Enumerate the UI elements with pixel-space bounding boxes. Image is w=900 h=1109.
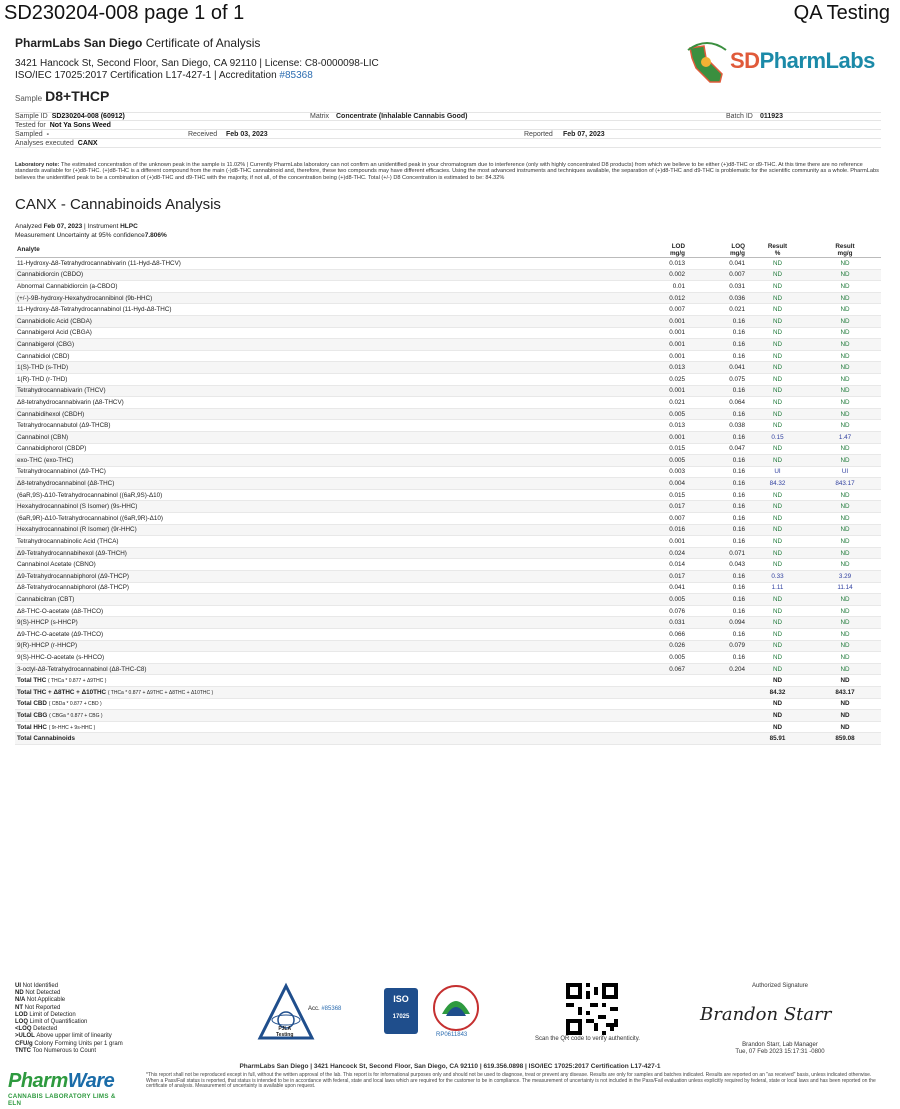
table-cell: ND <box>840 596 850 604</box>
table-cell: Δ8-THC-O-acetate (Δ8-THCO) <box>17 607 104 615</box>
legend-item: UI Not Identified <box>15 983 59 989</box>
table-cell: ND <box>840 561 850 569</box>
total-label: Total CBD ( CBDa * 0.877 + CBD ) <box>17 700 102 708</box>
lab-name: PharmLabs San Diego <box>15 36 143 50</box>
tested-for: Not Ya Sons Weed <box>49 121 111 129</box>
table-cell: ND <box>840 491 850 499</box>
table-cell: ND <box>840 653 850 661</box>
legend-item: LOQ Limit of Quantification <box>15 1019 88 1026</box>
table-cell: 0.005 <box>669 596 685 604</box>
table-cell: 0.005 <box>669 456 685 464</box>
table-cell: 0.16 <box>732 340 745 348</box>
table-cell: ND <box>772 352 783 360</box>
table-cell: 1(R)-THD (r-THD) <box>17 375 68 383</box>
table-cell: ND <box>772 723 783 731</box>
table-row <box>15 571 881 583</box>
table-cell: 859.08 <box>835 735 855 743</box>
pjla-badge: Acc. #85368 PJLA Testing <box>256 982 346 1042</box>
table-cell: ND <box>772 619 783 627</box>
table-cell: ND <box>840 538 850 546</box>
sample-id: SD230204-008 (60912) <box>51 113 125 120</box>
table-cell: 843.17 <box>835 480 855 488</box>
table-row <box>15 386 881 398</box>
table-cell: ND <box>840 352 850 360</box>
table-cell: 0.067 <box>669 665 685 673</box>
table-cell: 0.001 <box>669 340 685 348</box>
total-label: Total THC ( THCa * 0.877 + Δ9THC ) <box>17 677 107 685</box>
rp-code: RP0611843 <box>436 1032 468 1038</box>
batch-id: 011923 <box>760 113 783 120</box>
table-cell: 9(R)-HHCP (r-HHCP) <box>17 642 78 650</box>
table-cell: ND <box>772 503 783 511</box>
table-cell: Δ8-Tetrahydrocannabiphorol (Δ8-THCP) <box>17 584 130 592</box>
table-cell: 0.064 <box>729 398 745 406</box>
legend-item: <LOQ Detected <box>15 1026 58 1033</box>
authorized-signature-label: Authorized Signature <box>751 983 809 989</box>
legend <box>15 983 123 1055</box>
qr-code[interactable] <box>566 983 618 1035</box>
table-cell: ND <box>772 340 783 348</box>
table-cell: Cannabidiol (CBD) <box>17 352 70 360</box>
sdpharmlabs-logo <box>684 38 884 86</box>
table-cell: ND <box>840 665 850 673</box>
table-cell: 0.079 <box>729 642 745 650</box>
table-row <box>15 501 881 513</box>
table-cell: UI <box>841 468 849 476</box>
table-cell: ND <box>772 607 783 615</box>
table-cell: ND <box>840 271 850 279</box>
table-cell: 3.29 <box>838 572 852 580</box>
table-cell: 0.16 <box>732 514 745 522</box>
sample-info: Sample ID SD230204-008 (60912) Matrix Concentrate (Inhalable Cannabis Good) Batch ID 011923 Tested for Not Ya Sons Weed Sampled - Received Feb 03, 2023 Reported Feb 07, 2023 Analyses executed CANX <box>15 112 881 148</box>
table-cell: 843.17 <box>835 688 855 696</box>
table-row <box>15 664 881 676</box>
table-cell: 0.021 <box>729 306 745 314</box>
legend-item: >ULOL Above upper limit of linearity <box>15 1033 112 1040</box>
table-cell: ND <box>772 398 783 406</box>
table-cell: ND <box>840 456 850 464</box>
table-cell: exo-THC (exo-THC) <box>17 456 74 464</box>
table-cell: 0.005 <box>669 653 685 661</box>
table-cell: ND <box>772 410 783 418</box>
table-cell: ND <box>840 294 850 302</box>
table-cell: ND <box>772 282 783 290</box>
table-cell: Abnormal Cannabidiorcin (a-CBDO) <box>17 282 118 290</box>
table-cell: 0.16 <box>732 456 745 464</box>
table-cell: 3-octyl-Δ8-Tetrahydrocannabinol (Δ8-THC-C8) <box>17 665 147 673</box>
table-cell: ND <box>840 723 850 731</box>
pharmware-logo: PharmWare CANNABIS LABORATORY LIMS & ELN <box>8 1070 116 1107</box>
table-cell: 0.16 <box>732 572 745 580</box>
legend-item: TNTC Too Numerous to Count <box>15 1047 97 1054</box>
signature-script: Brandon Starr <box>700 1004 832 1025</box>
cannabinoids-table <box>15 242 881 745</box>
table-cell: 0.041 <box>669 584 685 592</box>
total-row <box>15 675 881 687</box>
table-cell: ND <box>840 317 850 325</box>
table-row <box>15 652 881 664</box>
table-cell: ND <box>840 503 850 511</box>
table-cell: 0.15 <box>771 433 784 441</box>
table-cell: ND <box>840 329 850 337</box>
section-title: CANX - Cannabinoids Analysis <box>15 196 221 213</box>
table-cell: 1.47 <box>838 433 852 441</box>
iso-line: ISO/IEC 17025:2017 Certification L17-427-1 | Accreditation #85368 <box>15 70 313 81</box>
table-cell: 1.11 <box>771 584 784 592</box>
table-cell: ND <box>840 630 850 638</box>
table-cell: ND <box>840 445 850 453</box>
legend-item: CFU/g Colony Forming Units per 1 gram <box>15 1040 123 1047</box>
table-cell: 0.001 <box>669 329 685 337</box>
table-cell: ND <box>840 607 850 615</box>
table-cell: Tetrahydrocannabinol (Δ9-THC) <box>17 468 106 476</box>
table-cell: ND <box>840 375 850 383</box>
table-cell: Cannabicitran (CBT) <box>17 596 75 604</box>
footer-disclaimer: *This report shall not be reproduced except in full, without the written approval of the lab. This report is for informational purposes only and should not be used to diagnose, treat or prevent any disease. Results are only for samples and batches indicated. Results are reported on an "as received" basis, unless indicated otherwise. When a Pass/Fail status is reported, that status is intended to be in accordance with federal, state and local laws which are required for the customer to be in compliance. The measurement of uncertainty is not included in the Pass/Fail evaluation unless explicitly required by federal, state or local laws and has been reported on the certificate of analysis. Measurement of uncertainty is available upon request. <box>146 1072 876 1090</box>
table-cell: 0.007 <box>669 514 685 522</box>
table-cell: ND <box>840 619 850 627</box>
table-row <box>15 467 881 479</box>
laboratory-note: Laboratory note: The estimated concentration of the unknown peak in the sample is 11.02% | Currently PharmLabs laboratory can not confirm an unidentified peak in your chromatogram due to interference (only with highly concentrated D8 products) from which we believe to be either (+)d8-THC or d9-THC. At this time there are no reference standards available for (+)d8-THC. (+)d8-THC is a different compound from the main (-)d8-THC cannabinoid and, therefore, these two compounds may have different efficacies. Using the most advanced instruments and techniques available, the separation of (+)d8-THC and d9-THC is problematic for the scientific community as a whole. PharmLabs believes the unidentified peak to be a combination of (+)d8-THC and d9-THC with the majority, if not all, of the concentration being (+)d8-THC. Total (+/-) D8 Concentration is estimated to be: 84.32% <box>15 162 879 181</box>
table-row <box>15 617 881 629</box>
table-cell: 0.16 <box>732 526 745 534</box>
table-cell: 0.16 <box>732 410 745 418</box>
table-cell: 84.32 <box>769 480 786 488</box>
total-row <box>15 687 881 699</box>
lab-address <box>15 58 379 82</box>
table-cell: 0.094 <box>729 619 745 627</box>
table-row <box>15 536 881 548</box>
table-cell: 0.013 <box>669 422 685 430</box>
table-row <box>15 293 881 305</box>
legend-item: LOD Limit of Detection <box>15 1011 76 1018</box>
table-cell: 0.001 <box>669 433 685 441</box>
table-row <box>15 490 881 502</box>
table-cell: 0.017 <box>669 503 685 511</box>
table-cell: ND <box>772 422 783 430</box>
legend-item: ND Not Detected <box>15 990 61 997</box>
rp-seal-icon <box>432 984 480 1034</box>
table-row <box>15 351 881 363</box>
table-cell: 0.012 <box>669 294 685 302</box>
table-cell: 0.16 <box>732 503 745 511</box>
total-row <box>15 699 881 711</box>
table-cell: 0.005 <box>669 410 685 418</box>
legend-item: NT Not Reported <box>15 1004 61 1011</box>
table-row <box>15 641 881 653</box>
table-row <box>15 432 881 444</box>
table-cell: ND <box>840 306 850 314</box>
table-cell: 0.002 <box>669 271 685 279</box>
table-header: Analyte LOD mg/g LOQ mg/g Result % Result mg/g <box>15 242 881 258</box>
table-cell: ND <box>840 514 850 522</box>
table-cell: ND <box>840 410 850 418</box>
total-label: Total HHC ( 9r-HHC + 9s-HHC ) <box>17 723 96 731</box>
table-cell: ND <box>772 306 783 314</box>
table-cell: 0.066 <box>669 630 685 638</box>
table-cell: 0.01 <box>672 282 685 290</box>
table-row <box>15 513 881 525</box>
table-cell: 0.16 <box>732 584 745 592</box>
table-cell: ND <box>772 526 783 534</box>
table-cell: ND <box>772 514 783 522</box>
table-cell: Hexahydrocannabinol (S Isomer) (9s-HHC) <box>17 503 138 511</box>
footer-address: PharmLabs San Diego | 3421 Hancock St, Second Floor, San Diego, CA 92110 | 619.356.0898 | ISO/IEC 17025:2017 Certification L17-427-1 <box>239 1063 661 1070</box>
table-cell: 0.013 <box>669 259 685 267</box>
table-cell: ND <box>840 282 850 290</box>
table-cell: 0.16 <box>732 491 745 499</box>
table-cell: ND <box>772 387 783 395</box>
table-cell: 0.015 <box>669 491 685 499</box>
table-cell: 0.075 <box>729 375 745 383</box>
table-cell: ND <box>772 445 783 453</box>
table-cell: 0.041 <box>729 259 745 267</box>
table-row <box>15 548 881 560</box>
table-cell: 11.14 <box>837 584 853 592</box>
table-cell: 0.001 <box>669 317 685 325</box>
document-id: SD230204-008 page 1 of 1 <box>4 2 245 24</box>
table-row <box>15 606 881 618</box>
total-label: Total CBG ( CBGa * 0.877 + CBG ) <box>17 711 103 719</box>
table-cell: 0.013 <box>669 364 685 372</box>
table-cell: 9(S)-HHC-O-acetate (s-HHCO) <box>17 653 105 661</box>
table-cell: Cannabidiphorol (CBDP) <box>17 445 87 453</box>
table-cell: 0.16 <box>732 387 745 395</box>
california-map-icon <box>684 38 730 86</box>
table-cell: ND <box>840 364 850 372</box>
table-cell: ND <box>772 700 783 708</box>
received-date: Feb 03, 2023 <box>226 130 268 138</box>
table-row <box>15 525 881 537</box>
table-cell: 0.004 <box>669 480 685 488</box>
table-cell: 0.015 <box>669 445 685 453</box>
table-cell: 0.16 <box>732 433 745 441</box>
table-cell: ND <box>840 549 850 557</box>
table-cell: 0.026 <box>669 642 685 650</box>
table-cell: 0.024 <box>669 549 685 557</box>
table-cell: Δ8-tetrahydrocannabinol (Δ8-THC) <box>17 480 115 488</box>
coa-label: Certificate of Analysis <box>145 36 261 50</box>
table-row <box>15 270 881 282</box>
table-row <box>15 629 881 641</box>
table-cell: Δ9-Tetrahydrocannabihexol (Δ9-THCH) <box>17 549 127 557</box>
table-cell: 0.041 <box>729 364 745 372</box>
table-cell: ND <box>772 456 783 464</box>
table-cell: Cannabinol Acetate (CBNO) <box>17 561 96 569</box>
instrument: HLPC <box>120 223 138 230</box>
table-cell: 0.001 <box>669 387 685 395</box>
table-cell: 0.16 <box>732 607 745 615</box>
table-cell: 0.16 <box>732 653 745 661</box>
table-cell: 0.038 <box>729 422 745 430</box>
table-row <box>15 328 881 340</box>
table-cell: 9(S)-HHCP (s-HHCP) <box>17 619 78 627</box>
iso-17025-badge: ISO 17025 <box>384 988 418 1034</box>
table-cell: ND <box>840 340 850 348</box>
table-cell: 0.007 <box>669 306 685 314</box>
table-cell: 0.047 <box>729 445 745 453</box>
table-cell: ND <box>772 711 783 719</box>
lab-header <box>15 36 260 50</box>
table-row <box>15 281 881 293</box>
table-cell: 0.031 <box>729 282 745 290</box>
table-cell: ND <box>772 364 783 372</box>
table-cell: Tetrahydrocannabinolic Acid (THCA) <box>17 538 119 546</box>
table-cell: ND <box>772 259 783 267</box>
table-cell: ND <box>772 329 783 337</box>
table-row <box>15 594 881 606</box>
table-cell: Tetrahydrocannabivarin (THCV) <box>17 387 106 395</box>
analyses-executed: CANX <box>77 139 98 147</box>
sampled: - <box>46 130 49 138</box>
table-cell: Δ8-tetrahydrocannabivarin (Δ8-THCV) <box>17 398 124 406</box>
table-cell: ND <box>772 271 783 279</box>
table-cell: ND <box>840 677 850 685</box>
total-label: Total THC + Δ8THC + Δ10THC ( THCa * 0.877 + Δ9THC + Δ8THC + Δ10THC ) <box>17 688 214 696</box>
table-cell: Cannabigerol Acid (CBGA) <box>17 329 92 337</box>
table-row <box>15 397 881 409</box>
table-cell: ND <box>840 259 850 267</box>
table-cell: ND <box>772 294 783 302</box>
table-cell: (6aR,9R)-Δ10-Tetrahydrocannabinol ((6aR,9R)-Δ10) <box>17 514 163 522</box>
table-cell: Cannabigerol (CBG) <box>17 340 75 348</box>
analysis-meta: Analyzed Feb 07, 2023 | Instrument HLPC Measurement Uncertainty at 95% confidence7.806% <box>15 223 167 239</box>
table-cell: Cannabidiorcin (CBDO) <box>17 271 84 279</box>
table-cell: ND <box>772 549 783 557</box>
logo-wordmark: SDPharmLabs <box>730 48 875 73</box>
table-cell: Tetrahydrocannabutol (Δ9-THCB) <box>17 422 111 430</box>
table-cell: 0.017 <box>669 572 685 580</box>
table-row <box>15 339 881 351</box>
table-cell: 0.076 <box>669 607 685 615</box>
table-cell: Δ9-Tetrahydrocannabiphorol (Δ9-THCP) <box>17 572 130 580</box>
analyzed-date: Feb 07, 2023 <box>43 223 83 230</box>
table-cell: 0.16 <box>732 630 745 638</box>
table-cell: 0.16 <box>732 317 745 325</box>
table-cell: ND <box>840 422 850 430</box>
table-cell: 0.071 <box>729 549 745 557</box>
table-cell: 11-Hydroxy-Δ8-Tetrahydrocannabivarin (11-Hyd-Δ8-THCV) <box>17 259 181 267</box>
table-cell: 0.021 <box>669 398 685 406</box>
table-cell: ND <box>772 491 783 499</box>
table-cell: ND <box>772 561 783 569</box>
table-cell: ND <box>772 630 783 638</box>
total-row <box>15 722 881 734</box>
total-row <box>15 710 881 722</box>
table-cell: (6aR,9S)-Δ10-Tetrahydrocannabinol ((6aR,9S)-Δ10) <box>17 491 163 499</box>
total-row <box>15 733 881 745</box>
address-line: 3421 Hancock St, Second Floor, San Diego, CA 92110 | License: C8-0000098-LIC <box>15 58 379 69</box>
table-cell: Cannabinol (CBN) <box>17 433 69 441</box>
table-cell: ND <box>840 711 850 719</box>
table-row <box>15 444 881 456</box>
table-cell: 0.16 <box>732 468 745 476</box>
table-cell: 84.32 <box>769 688 786 696</box>
table-cell: 1(S)-THD (s-THD) <box>17 364 69 372</box>
qa-testing-label: QA Testing <box>793 2 890 24</box>
table-row <box>15 420 881 432</box>
table-row <box>15 478 881 490</box>
table-row <box>15 374 881 386</box>
table-cell: Cannabidihexol (CBDH) <box>17 410 85 418</box>
table-cell: ND <box>840 387 850 395</box>
reported-date: Feb 07, 2023 <box>563 130 605 138</box>
table-cell: ND <box>772 538 783 546</box>
table-cell: 0.043 <box>729 561 745 569</box>
table-cell: ND <box>772 375 783 383</box>
legend-item: N/A Not Applicable <box>15 997 66 1004</box>
table-cell: Cannabidiolic Acid (CBDA) <box>17 317 92 325</box>
table-cell: Hexahydrocannabinol (R Isomer) (9r-HHC) <box>17 526 137 534</box>
table-cell: ND <box>840 526 850 534</box>
accreditation-link[interactable]: #85368 <box>279 70 313 81</box>
table-cell: ND <box>772 317 783 325</box>
table-cell: 0.016 <box>669 526 685 534</box>
table-row <box>15 316 881 328</box>
table-cell: ND <box>840 700 850 708</box>
table-cell: ND <box>772 642 783 650</box>
matrix: Concentrate (Inhalable Cannabis Good) <box>336 113 468 120</box>
table-row <box>15 583 881 595</box>
table-row <box>15 362 881 374</box>
table-row <box>15 559 881 571</box>
qr-caption: Scan the QR code to verify authenticity. <box>535 1036 640 1042</box>
table-cell: 0.036 <box>729 294 745 302</box>
table-body <box>15 258 881 745</box>
table-cell: 0.001 <box>669 352 685 360</box>
sample-label: Sample <box>15 94 43 103</box>
table-cell: ND <box>772 677 783 685</box>
table-cell: 11-Hydroxy-Δ8-Tetrahydrocannabinol (11-Hyd-Δ8-THC) <box>17 306 172 314</box>
table-cell: 0.014 <box>669 561 685 569</box>
sample-name: D8+THCP <box>45 88 110 104</box>
table-cell: 0.003 <box>669 468 685 476</box>
table-cell: 0.16 <box>732 480 745 488</box>
uncertainty: 7.806% <box>144 232 167 239</box>
table-cell: 0.031 <box>669 619 685 627</box>
table-cell: ND <box>840 398 850 406</box>
table-row <box>15 409 881 421</box>
table-cell: ND <box>772 596 783 604</box>
table-cell: 0.33 <box>771 572 784 580</box>
table-cell: UI <box>774 468 781 476</box>
table-cell: 0.16 <box>732 538 745 546</box>
table-cell: (+/-)-9B-hydroxy-Hexahydrocannibinol (9b-HHC) <box>17 294 153 302</box>
table-row <box>15 304 881 316</box>
table-cell: 0.025 <box>669 375 685 383</box>
table-cell: ND <box>840 642 850 650</box>
pjla-accreditation: Acc. #85368 <box>308 1006 342 1012</box>
table-cell: 0.001 <box>669 538 685 546</box>
total-label: Total Cannabinoids <box>17 735 75 743</box>
table-cell: 0.007 <box>729 271 745 279</box>
table-cell: Δ9-THC-O-acetate (Δ9-THCO) <box>17 630 104 638</box>
table-cell: 0.16 <box>732 352 745 360</box>
table-cell: ND <box>772 653 783 661</box>
table-row <box>15 455 881 467</box>
table-cell: 0.16 <box>732 329 745 337</box>
table-cell: ND <box>772 665 783 673</box>
signer-info: Brandon Starr, Lab Manager Tue, 07 Feb 2023 15:17:31 -0800 <box>735 1042 825 1055</box>
table-cell: 85.91 <box>769 735 786 743</box>
table-cell: 0.16 <box>732 596 745 604</box>
table-cell: 0.204 <box>729 665 745 673</box>
sample-title <box>15 88 109 104</box>
table-row <box>15 258 881 270</box>
